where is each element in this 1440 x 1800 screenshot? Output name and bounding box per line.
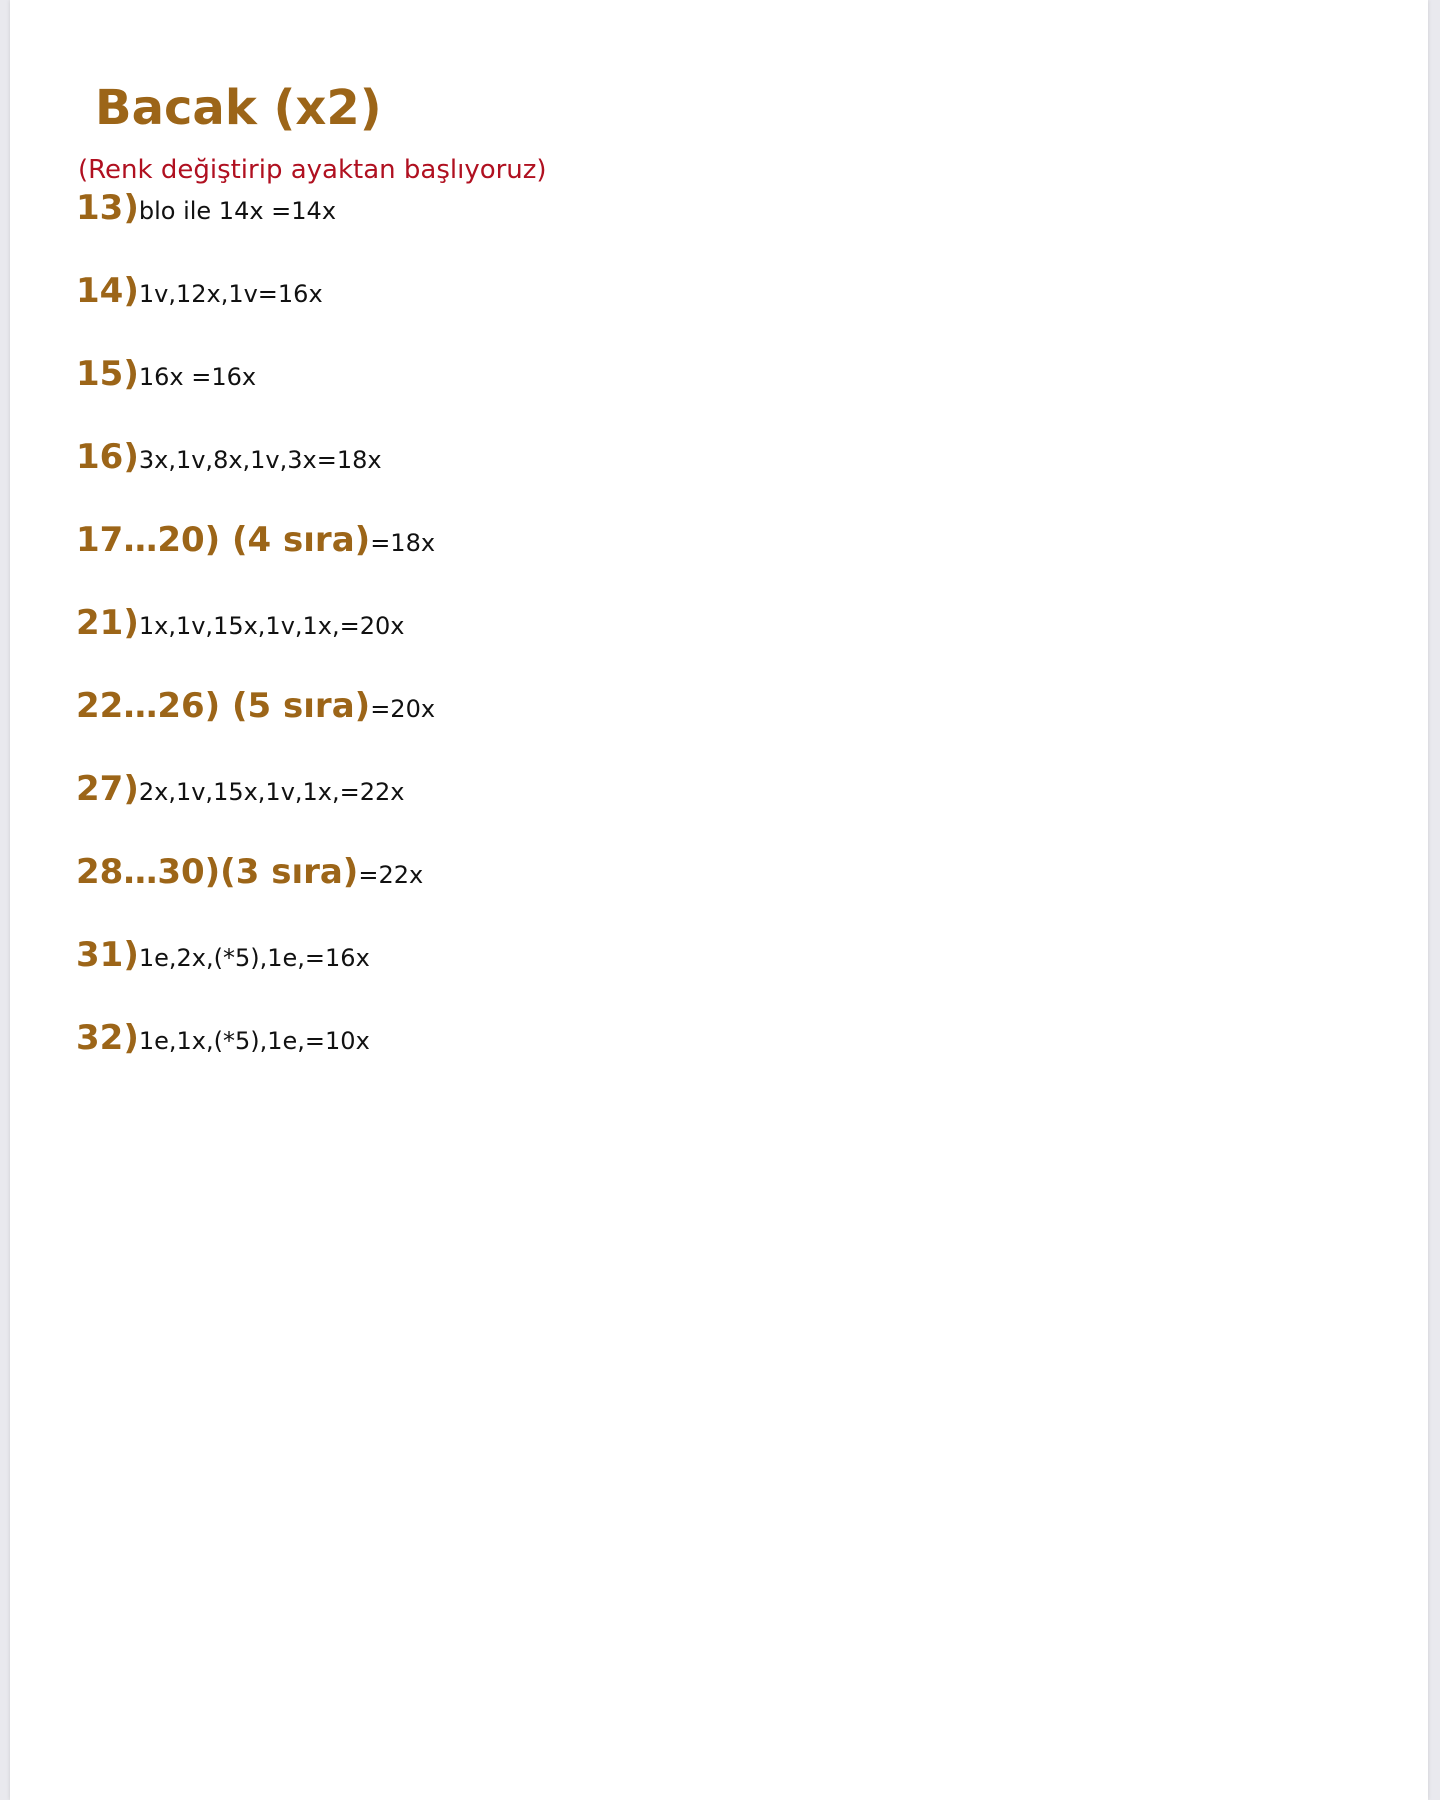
row-instruction: =22x: [358, 861, 424, 889]
pattern-row: [76, 1016, 435, 1099]
pattern-row: [76, 601, 435, 684]
document-page: [10, 0, 1428, 1800]
pattern-row: [76, 684, 435, 767]
pattern-row: [76, 352, 435, 435]
row-number: 15): [76, 354, 139, 394]
pattern-row: [76, 435, 435, 518]
pattern-row: [76, 767, 435, 850]
row-number: 28…30)(3 sıra): [76, 852, 359, 892]
row-instruction: blo ile 14x =14x: [138, 197, 337, 225]
row-instruction: =20x: [370, 695, 436, 723]
pattern-row: [76, 518, 435, 601]
pattern-row: [76, 850, 435, 933]
row-number: 21): [76, 603, 139, 643]
row-instruction: 1x,1v,15x,1v,1x,=20x: [138, 612, 405, 640]
color-change-note: (Renk değiştirip ayaktan başlıyoruz): [78, 155, 547, 185]
row-instruction: 16x =16x: [138, 363, 257, 391]
row-number: 22…26) (5 sıra): [76, 686, 371, 726]
pattern-row: [76, 933, 435, 1016]
row-instruction: 1e,2x,(*5),1e,=16x: [138, 944, 370, 972]
row-number: 31): [76, 935, 139, 975]
row-instruction: =18x: [370, 529, 436, 557]
row-instruction: 1v,12x,1v=16x: [138, 280, 323, 308]
row-number: 16): [76, 437, 139, 477]
row-number: 32): [76, 1018, 139, 1058]
row-number: 27): [76, 769, 139, 809]
pattern-row: [76, 269, 435, 352]
row-number: 14): [76, 271, 139, 311]
row-instruction: 1e,1x,(*5),1e,=10x: [138, 1027, 370, 1055]
row-instruction: 3x,1v,8x,1v,3x=18x: [138, 446, 382, 474]
page-title: Bacak (x2): [95, 80, 382, 136]
row-number: 13): [76, 188, 139, 228]
row-instruction: 2x,1v,15x,1v,1x,=22x: [138, 778, 405, 806]
pattern-row: [76, 186, 435, 269]
pattern-rows-list: [76, 186, 435, 1099]
row-number: 17…20) (4 sıra): [76, 520, 371, 560]
